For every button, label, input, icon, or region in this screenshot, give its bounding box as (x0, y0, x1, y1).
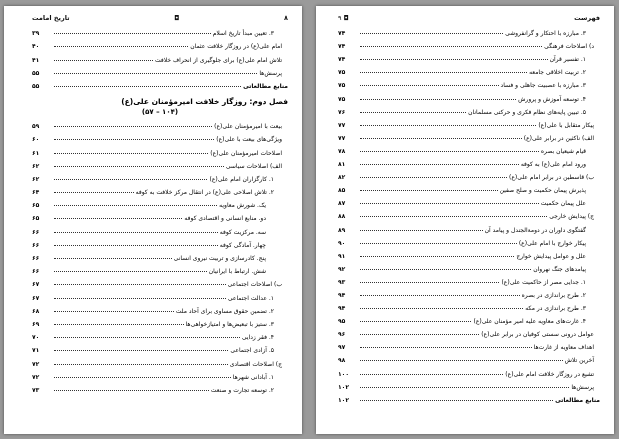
toc-entry (32, 143, 288, 156)
toc-entry (32, 275, 288, 288)
toc-entry (338, 286, 600, 299)
toc-entry-page: ۳۹ (32, 30, 40, 38)
toc-entry-page: ۷۶ (338, 108, 346, 116)
toc-entry-label: ورود امام علی(ع) به کوفه (520, 161, 586, 169)
toc-entry (32, 222, 288, 235)
toc-entry-label: تشیع در روزگار خلافت امام علی(ع) (505, 370, 594, 378)
toc-entry-label: ۴. توسعه آموزش و پرورش (518, 95, 586, 103)
dot-leader (54, 166, 224, 167)
header-ornament: ◘ (174, 14, 180, 22)
dot-leader (54, 60, 153, 61)
toc-entry (338, 37, 600, 50)
toc-entry (32, 249, 288, 262)
toc-entry-label: پیکار متقابل با علی(ع) (538, 121, 594, 129)
toc-entry-page: ۷۳ (32, 386, 40, 394)
toc-entry (338, 351, 600, 364)
toc-entry-label: ۱. عدالت اجتماعی (227, 294, 274, 302)
toc-entry (338, 63, 600, 76)
dot-leader (54, 86, 241, 87)
toc-entry-label: آخرین تلاش (564, 357, 594, 365)
dot-leader (360, 400, 553, 401)
toc-entry-page: ۴۰ (32, 43, 40, 51)
toc-entry (32, 50, 288, 63)
toc-entry-page: ۶۲ (32, 162, 40, 170)
toc-entry (32, 183, 288, 196)
dot-leader (360, 112, 466, 113)
toc-entry-label: ۳. طرح براندازی در مکه (525, 305, 586, 313)
dot-leader (360, 269, 531, 270)
toc-entry (32, 302, 288, 315)
toc-entry-label: ۱. جدایی مصر از حاکمیت علی(ع) (501, 278, 586, 286)
toc-entry-page: ۶۷ (32, 281, 40, 289)
dot-leader (360, 72, 527, 73)
toc-entry-page: ۹۲ (338, 265, 346, 273)
toc-entry (338, 378, 600, 391)
toc-entry-label: عوامل درونی سستی کوفیان در برابر علی(ع) (481, 331, 594, 339)
toc-entry-label: ج) اصلاحات اقتصادی (229, 360, 282, 368)
toc-entry (338, 260, 600, 273)
toc-entry (32, 24, 288, 37)
toc-entry-page: ۷۷ (338, 134, 346, 142)
toc-entry (338, 116, 600, 129)
header-page-number: ۸ (284, 14, 288, 22)
toc-entry-page: ۷۱ (32, 347, 40, 355)
dot-leader (54, 179, 207, 180)
toc-entry (32, 196, 288, 209)
toc-entry-label: ج) پیدایش خارجی (549, 213, 594, 221)
toc-entry-page: ۸۵ (338, 187, 346, 195)
dot-leader (360, 85, 499, 86)
toc-entry-page: ۷۴ (338, 56, 346, 64)
toc-entry-label: ویژگی‌های بیعت با علی(ع) (216, 136, 282, 144)
dot-leader (54, 232, 218, 233)
toc-entry (32, 354, 288, 367)
toc-entry-label: د) اصلاحات فرهنگی (544, 43, 594, 51)
dot-leader (360, 190, 498, 191)
dot-leader (54, 126, 212, 127)
toc-entry (338, 364, 600, 377)
toc-entry-label: پیکار خوارج با امام علی(ع) (518, 239, 586, 247)
dot-leader (54, 311, 174, 312)
toc-entry (338, 299, 600, 312)
toc-entry-label: شش. ارتباط با ایرانیان (208, 268, 266, 276)
toc-list (32, 117, 288, 394)
toc-entry (338, 273, 600, 286)
section-title: فصل دوم: روزگار خلافت امیرمؤمنان علی(ع) (121, 96, 288, 106)
toc-entry (32, 64, 288, 77)
dot-leader (360, 334, 479, 335)
toc-entry-label: دو. منابع انسانی و اقتصادی کوفه (184, 215, 266, 223)
dot-leader (54, 139, 214, 140)
dot-leader (54, 377, 231, 378)
toc-entry-label: ۲. توسعه تجارت و صنعت (210, 386, 274, 394)
toc-entry-page: ۶۴ (32, 189, 40, 197)
toc-entry-label: قیام شیعیان بصره (540, 147, 586, 155)
toc-entry-page: ۸۲ (338, 174, 346, 182)
toc-entry-page: ۷۵ (338, 95, 346, 103)
dot-leader (54, 218, 182, 219)
toc-entry (32, 341, 288, 354)
dot-leader (54, 284, 226, 285)
dot-leader (360, 203, 539, 204)
toc-entry-label: ۲. تضمین حقوق مساوی برای آحاد ملت (175, 307, 274, 315)
dot-leader (360, 216, 547, 217)
toc-entry-page: ۶۸ (32, 307, 40, 315)
dot-leader (360, 321, 471, 322)
toc-entry-label: ۳. ستیز با تبعیض‌ها و امتیازخواهی‌ها (185, 320, 274, 328)
toc-entry (32, 157, 288, 170)
toc-entry-page: ۹۷ (338, 344, 346, 352)
header-page-number: ۹ (338, 14, 342, 22)
toc-entry (338, 234, 600, 247)
toc-entry-page: ۶۹ (32, 320, 40, 328)
toc-entry (338, 50, 600, 63)
toc-entry-label: منابع مطالعاتی (555, 396, 600, 404)
toc-entry (32, 236, 288, 249)
toc-entry-label: ب) اصلاحات اجتماعی (227, 281, 282, 289)
toc-entry-page: ۵۵ (32, 82, 40, 90)
toc-entry-label: پذیرش پیمان حکمیت و صلح صفین (499, 187, 586, 195)
toc-entry-page: ۶۶ (32, 255, 40, 262)
toc-entry-page: ۹۶ (338, 331, 346, 339)
dot-leader (360, 387, 569, 388)
toc-entry (32, 77, 288, 90)
toc-entry-page: ۶۵ (32, 202, 40, 210)
toc-entry-label: گفتگوی داوران در دومة‌الجندل و پیامد آن (484, 226, 586, 234)
toc-entry (32, 37, 288, 50)
toc-entry (338, 181, 600, 194)
toc-entry-page: ۸۹ (338, 226, 346, 234)
toc-entry-page: ۸۸ (338, 213, 346, 221)
toc-entry-page: ۷۵ (338, 82, 346, 90)
toc-entry (338, 338, 600, 351)
toc-entry-label: ۵. آزادی اجتماعی (230, 347, 274, 355)
toc-entry-label: ۵. تبیین پایه‌های نظام فکری و حرکتی مسلمانان (468, 108, 586, 116)
toc-entry (338, 24, 600, 37)
toc-entry-label: ۳. مبارزه با احتکار و گرانفروشی (505, 30, 586, 38)
toc-entry (338, 103, 600, 116)
toc-entry-page: ۷۵ (338, 69, 346, 77)
dot-leader (54, 364, 228, 365)
toc-entry-label: بیعت با امیرمؤمنان علی(ع) (214, 123, 282, 131)
dot-leader (360, 164, 519, 165)
dot-leader (54, 33, 211, 34)
dot-leader (54, 192, 134, 193)
toc-entry-label: یک. شورش معاویه (219, 202, 266, 210)
toc-entry-page: ۶۷ (32, 294, 40, 302)
toc-entry-page: ۸۱ (338, 161, 346, 169)
toc-entry (32, 315, 288, 328)
toc-entry-page: ۷۲ (32, 360, 40, 368)
toc-entry (32, 288, 288, 301)
toc-entry (338, 312, 600, 325)
dot-leader (360, 99, 516, 100)
toc-entry-page: ۱۰۲ (338, 383, 349, 391)
dot-leader (360, 256, 514, 257)
toc-list (32, 24, 288, 90)
toc-entry-label: ۱. تفسیر قرآن (549, 56, 586, 64)
dot-leader (360, 125, 536, 126)
toc-entry-page: ۷۷ (338, 121, 346, 129)
dot-leader (360, 33, 503, 34)
dot-leader (54, 324, 184, 325)
toc-entry-page: ۹۴ (338, 305, 346, 313)
toc-entry (32, 368, 288, 381)
section-page-range: (۱۰۴ – ۵۷) (141, 107, 179, 116)
toc-entry (338, 155, 600, 168)
toc-entry-label: تلاش امام علی(ع) برای جلوگیری از انحراف خلافت (154, 56, 282, 64)
toc-entry-page: ۵۹ (32, 123, 40, 131)
left-page (4, 6, 302, 434)
dot-leader (54, 258, 172, 259)
toc-entry-label: ۲. طرح براندازی در بصره (521, 291, 586, 299)
toc-entry-label: علل پیمان حکمیت (540, 200, 586, 208)
toc-entry (338, 194, 600, 207)
toc-entry-label: اصلاحات امیرمؤمنان علی(ع) (210, 149, 282, 157)
toc-entry (338, 89, 600, 102)
dot-leader (360, 282, 499, 283)
dot-leader (360, 138, 522, 139)
toc-entry-label: اهداف معاویه از غارت‌ها (533, 344, 594, 352)
toc-entry-label: ۱. کارگزاران امام علی(ع) (209, 175, 274, 183)
toc-entry (338, 391, 600, 404)
toc-entry (32, 262, 288, 275)
toc-entry-label: ۱. آبادانی شهرها (232, 373, 274, 381)
dot-leader (360, 308, 523, 309)
toc-entry-page: ۶۰ (32, 136, 40, 144)
dot-leader (360, 374, 503, 375)
dot-leader (360, 360, 563, 361)
right-page (316, 6, 614, 434)
toc-entry-page: ۴۱ (32, 56, 40, 64)
toc-entry-page: ۶۱ (32, 149, 40, 157)
toc-entry (338, 168, 600, 181)
toc-entry-page: ۵۵ (32, 69, 40, 77)
dot-leader (360, 59, 548, 60)
toc-entry-label: الف) ناکثین در برابر علی(ع) (523, 134, 594, 142)
toc-entry-label: علل و عوامل پیدایش خوارج (516, 252, 586, 260)
toc-entry-page: ۹۵ (338, 318, 346, 326)
toc-entry-label: ۲. تلاش اصلاحی علی(ع) در انتقال مرکز خلافت به کوفه (135, 189, 274, 197)
toc-entry (32, 130, 288, 143)
toc-entry (338, 325, 600, 338)
header-title: تاریخ امامت (32, 14, 70, 22)
toc-entry-label: پیامدهای جنگ نهروان (533, 265, 586, 273)
toc-entry (338, 76, 600, 89)
header-ornament: ◘ (343, 14, 349, 22)
toc-entry-label: ۳. مبارزه با عصبیت جاهلی و فساد (500, 82, 586, 90)
dot-leader (54, 350, 228, 351)
toc-entry-page: ۹۳ (338, 278, 346, 286)
toc-entry-page: ۷۲ (32, 373, 40, 381)
dot-leader (360, 177, 507, 178)
toc-entry (32, 170, 288, 183)
header-title: فهرست (574, 14, 600, 22)
toc-entry-page: ۶۲ (32, 175, 40, 183)
page-header (32, 12, 288, 24)
toc-entry-page: ۹۴ (338, 291, 346, 299)
dot-leader (54, 73, 257, 74)
toc-entry-page: ۹۰ (338, 239, 346, 247)
dot-leader (360, 347, 532, 348)
toc-entry-label: ۳. تعیین مبدأ تاریخ اسلام (212, 30, 274, 38)
toc-entry-page: ۶۶ (32, 228, 40, 236)
toc-entry-page: ۷۸ (338, 147, 346, 155)
toc-entry-page: ۱۰۰ (338, 370, 349, 378)
toc-entry-label: پرسش‌ها (259, 69, 282, 77)
dot-leader (360, 243, 517, 244)
toc-entry-page: ۷۴ (338, 30, 346, 38)
toc-entry-label: سه. مرکزیت کوفه (219, 228, 266, 236)
toc-entry (32, 328, 288, 341)
toc-entry (32, 209, 288, 222)
dot-leader (360, 230, 483, 231)
toc-entry-label: ۲. تربیت اخلاقی جامعه (529, 69, 586, 77)
toc-entry-label: امام علی(ع) در روزگار خلافت عثمان (190, 43, 282, 51)
toc-entry (338, 142, 600, 155)
dot-leader (54, 245, 218, 246)
dot-leader (54, 205, 217, 206)
dot-leader (54, 46, 188, 47)
toc-list (338, 24, 600, 404)
toc-entry-page: ۷۴ (338, 43, 346, 51)
dot-leader (54, 390, 209, 391)
toc-entry-page: ۶۵ (32, 215, 40, 223)
toc-entry-page: ۹۱ (338, 252, 346, 260)
toc-entry-page: ۹۸ (338, 357, 346, 365)
toc-entry (338, 247, 600, 260)
toc-entry (338, 220, 600, 233)
dot-leader (54, 271, 207, 272)
toc-entry-label: ۴. غارت‌های معاویه علیه امیر مؤمنان علی(ع) (473, 318, 586, 326)
toc-entry-label: پرسش‌ها (571, 383, 594, 391)
toc-entry-page: ۶۶ (32, 268, 40, 276)
dot-leader (360, 151, 539, 152)
dot-leader (360, 295, 520, 296)
dot-leader (54, 298, 226, 299)
toc-entry-label: ۴. فقر زدایی (241, 334, 274, 342)
dot-leader (54, 337, 240, 338)
toc-entry-label: الف) اصلاحات سیاسی (225, 162, 282, 170)
dot-leader (360, 46, 542, 47)
toc-entry (338, 129, 600, 142)
toc-entry (32, 381, 288, 394)
toc-entry-page: ۱۰۲ (338, 396, 349, 404)
page-header (338, 12, 600, 24)
toc-entry-label: چهار. آمادگی کوفه (219, 241, 266, 249)
toc-entry-label: پنج. کادرسازی و تربیت نیروی انسانی (173, 255, 266, 262)
toc-entry-page: ۸۷ (338, 200, 346, 208)
toc-entry (32, 117, 288, 130)
toc-entry-page: ۷۰ (32, 334, 40, 342)
toc-entry (338, 207, 600, 220)
toc-entry-page: ۶۶ (32, 241, 40, 249)
toc-entry-label: ب) قاسطین در برابر امام علی(ع) (509, 174, 594, 182)
toc-entry-label: منابع مطالعاتی (243, 82, 288, 90)
dot-leader (54, 153, 208, 154)
